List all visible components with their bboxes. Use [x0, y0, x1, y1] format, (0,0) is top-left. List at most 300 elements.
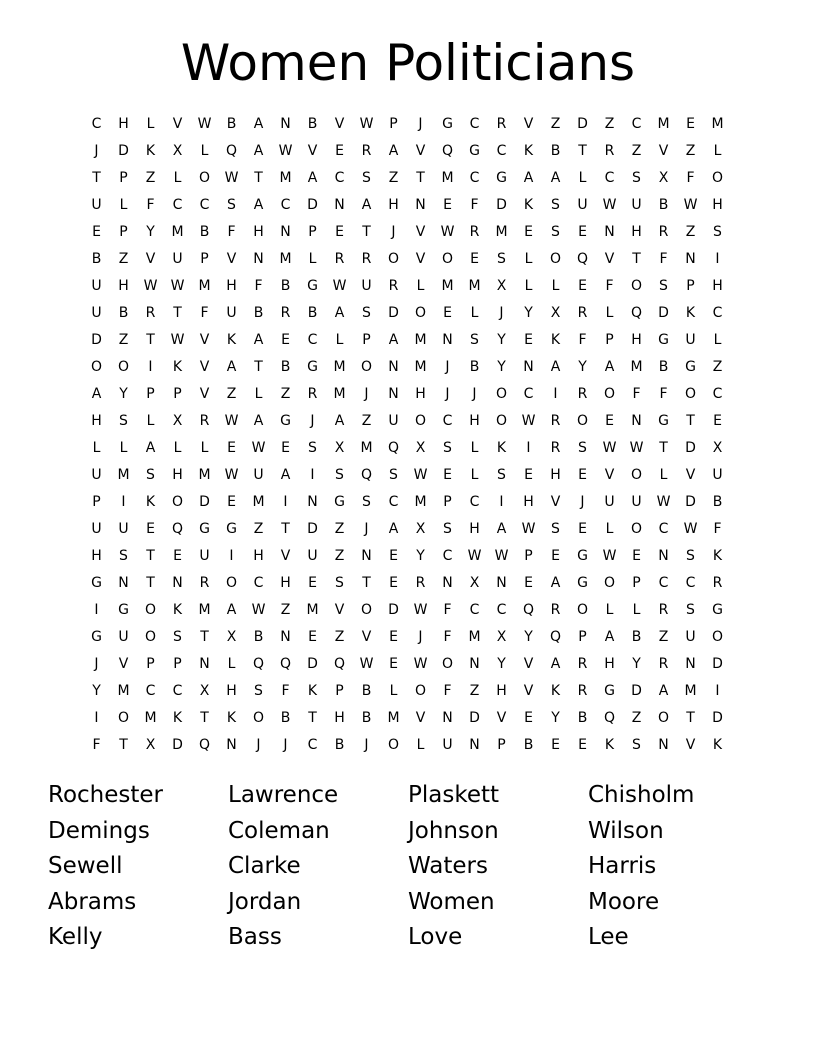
grid-cell: G [91, 575, 102, 591]
grid-cell: V [550, 494, 561, 510]
grid-cell: U [442, 737, 453, 753]
letter-grid [83, 111, 733, 759]
grid-cell: D [712, 710, 723, 726]
grid-cell: C [685, 575, 696, 591]
grid-cell: A [496, 521, 507, 537]
grid-cell: C [523, 386, 534, 402]
grid-cell: V [415, 251, 426, 267]
grid-cell: T [281, 521, 290, 537]
grid-cell: C [280, 197, 291, 213]
grid-cell: L [578, 170, 587, 186]
grid-cell: V [199, 359, 210, 375]
grid-cell: N [334, 197, 345, 213]
grid-cell: N [172, 575, 183, 591]
grid-cell: W [413, 656, 428, 672]
grid-cell: G [307, 278, 318, 294]
grid-cell: E [389, 629, 398, 645]
grid-cell: Z [361, 413, 372, 429]
grid-cell: S [254, 683, 263, 699]
grid-cell: H [280, 575, 291, 591]
grid-cell: X [172, 413, 183, 429]
grid-cell: G [712, 602, 723, 618]
grid-cell: N [118, 575, 129, 591]
grid-cell: S [470, 332, 479, 348]
grid-cell: B [226, 116, 237, 132]
grid-cell: E [686, 116, 695, 132]
grid-cell: F [632, 386, 641, 402]
grid-cell: O [711, 629, 724, 645]
grid-cell: C [469, 170, 480, 186]
grid-cell: L [254, 386, 263, 402]
grid-cell: V [280, 548, 291, 564]
grid-row [83, 354, 733, 381]
grid-cell: L [470, 440, 479, 456]
grid-cell: L [308, 251, 317, 267]
grid-cell: L [119, 440, 128, 456]
grid-cell: V [334, 116, 345, 132]
grid-cell: W [440, 224, 455, 240]
grid-cell: T [686, 413, 695, 429]
grid-row [83, 138, 733, 165]
grid-cell: E [227, 494, 236, 510]
grid-row [83, 678, 733, 705]
grid-cell: X [496, 278, 507, 294]
grid-cell: V [523, 683, 534, 699]
grid-cell: O [144, 602, 157, 618]
word-list-item: Harris [588, 853, 657, 879]
grid-cell: E [605, 413, 614, 429]
grid-cell: T [146, 575, 155, 591]
grid-cell: F [578, 332, 587, 348]
grid-cell: O [630, 467, 643, 483]
grid-cell: T [659, 440, 668, 456]
grid-cell: M [279, 251, 292, 267]
grid-cell: A [388, 332, 399, 348]
grid-cell: L [632, 602, 641, 618]
grid-cell: Z [631, 710, 642, 726]
grid-cell: R [577, 305, 588, 321]
grid-cell: X [550, 305, 561, 321]
grid-cell: M [117, 467, 130, 483]
grid-cell: F [92, 737, 101, 753]
grid-cell: L [470, 467, 479, 483]
grid-cell: M [495, 224, 508, 240]
grid-cell: H [415, 386, 426, 402]
grid-cell: D [199, 494, 210, 510]
grid-cell: D [388, 602, 399, 618]
grid-cell: V [226, 251, 237, 267]
grid-cell: L [119, 197, 128, 213]
grid-cell: J [364, 737, 369, 753]
grid-cell: N [280, 224, 291, 240]
grid-cell: E [524, 575, 533, 591]
grid-cell: C [172, 683, 183, 699]
grid-cell: M [441, 170, 454, 186]
grid-cell: E [578, 737, 587, 753]
grid-cell: G [604, 683, 615, 699]
grid-cell: G [334, 494, 345, 510]
grid-cell: L [524, 278, 533, 294]
grid-cell: L [605, 305, 614, 321]
grid-cell: Q [360, 467, 373, 483]
grid-cell: R [334, 251, 345, 267]
grid-cell: Y [524, 305, 533, 321]
grid-cell: E [551, 548, 560, 564]
grid-cell: G [307, 359, 318, 375]
grid-cell: M [414, 494, 427, 510]
grid-cell: I [553, 386, 558, 402]
grid-row [83, 543, 733, 570]
grid-row [83, 273, 733, 300]
grid-cell: I [148, 359, 153, 375]
grid-row [83, 165, 733, 192]
grid-cell: H [91, 548, 102, 564]
grid-cell: W [224, 413, 239, 429]
grid-cell: D [118, 143, 129, 159]
grid-cell: I [499, 494, 504, 510]
grid-cell: L [470, 305, 479, 321]
grid-cell: D [307, 197, 318, 213]
grid-cell: V [172, 116, 183, 132]
grid-cell: C [388, 494, 399, 510]
word-list-item: Kelly [48, 924, 103, 950]
grid-cell: K [145, 143, 156, 159]
grid-cell: L [713, 332, 722, 348]
grid-cell: Z [685, 143, 696, 159]
grid-cell: V [415, 224, 426, 240]
grid-cell: Q [225, 143, 238, 159]
grid-cell: A [280, 467, 291, 483]
grid-cell: Y [497, 332, 506, 348]
word-list-item: Chisholm [588, 782, 695, 808]
grid-cell: L [200, 440, 209, 456]
grid-cell: B [469, 359, 480, 375]
grid-cell: Q [171, 521, 184, 537]
grid-cell: E [578, 467, 587, 483]
grid-cell: O [576, 602, 589, 618]
grid-cell: R [577, 386, 588, 402]
grid-cell: P [173, 386, 182, 402]
grid-cell: C [334, 170, 345, 186]
grid-cell: T [254, 170, 263, 186]
grid-cell: T [119, 737, 128, 753]
grid-cell: L [92, 440, 101, 456]
grid-cell: M [414, 332, 427, 348]
grid-cell: N [658, 737, 669, 753]
grid-cell: B [280, 278, 291, 294]
grid-cell: R [280, 305, 291, 321]
grid-cell: A [658, 683, 669, 699]
grid-cell: S [497, 251, 506, 267]
grid-cell: R [307, 386, 318, 402]
grid-cell: S [389, 467, 398, 483]
grid-cell: P [578, 629, 587, 645]
grid-cell: U [631, 494, 642, 510]
grid-cell: T [146, 548, 155, 564]
grid-cell: K [226, 332, 237, 348]
grid-cell: I [526, 440, 531, 456]
grid-cell: M [117, 683, 130, 699]
grid-cell: N [469, 656, 480, 672]
grid-cell: W [683, 521, 698, 537]
grid-cell: V [415, 143, 426, 159]
grid-cell: P [146, 656, 155, 672]
grid-cell: Z [712, 359, 723, 375]
grid-cell: K [172, 359, 183, 375]
grid-cell: E [281, 440, 290, 456]
grid-cell: A [91, 386, 102, 402]
grid-cell: S [443, 440, 452, 456]
grid-cell: B [712, 494, 723, 510]
word-list-item: Love [408, 924, 463, 950]
grid-cell: A [307, 170, 318, 186]
word-list-item: Sewell [48, 853, 123, 879]
grid-cell: P [524, 548, 533, 564]
grid-cell: C [91, 116, 102, 132]
grid-cell: J [283, 737, 288, 753]
grid-cell: N [199, 656, 210, 672]
grid-cell: Z [226, 386, 237, 402]
grid-cell: E [335, 224, 344, 240]
grid-cell: V [685, 467, 696, 483]
grid-cell: O [90, 359, 103, 375]
grid-cell: P [605, 332, 614, 348]
grid-cell: S [119, 548, 128, 564]
grid-cell: T [146, 332, 155, 348]
grid-cell: V [604, 251, 615, 267]
grid-cell: D [658, 305, 669, 321]
grid-cell: G [577, 575, 588, 591]
grid-cell: M [441, 278, 454, 294]
grid-row [83, 192, 733, 219]
grid-cell: U [118, 629, 129, 645]
grid-cell: B [361, 710, 372, 726]
grid-cell: O [360, 602, 373, 618]
grid-cell: U [307, 548, 318, 564]
grid-cell: E [524, 710, 533, 726]
grid-cell: G [226, 521, 237, 537]
grid-cell: K [550, 683, 561, 699]
grid-cell: S [443, 521, 452, 537]
grid-cell: D [172, 737, 183, 753]
grid-cell: P [443, 494, 452, 510]
grid-row [83, 219, 733, 246]
grid-cell: S [308, 440, 317, 456]
grid-cell: A [550, 359, 561, 375]
grid-cell: W [359, 116, 374, 132]
grid-cell: K [550, 332, 561, 348]
grid-cell: A [550, 170, 561, 186]
grid-cell: S [632, 737, 641, 753]
grid-cell: S [686, 602, 695, 618]
grid-row [83, 300, 733, 327]
grid-cell: D [469, 710, 480, 726]
grid-cell: X [658, 170, 669, 186]
grid-cell: E [713, 413, 722, 429]
grid-cell: Q [279, 656, 292, 672]
grid-cell: I [715, 683, 720, 699]
grid-row [83, 597, 733, 624]
grid-cell: J [499, 305, 504, 321]
grid-cell: S [146, 467, 155, 483]
grid-cell: W [359, 656, 374, 672]
grid-row [83, 732, 733, 759]
grid-cell: Z [118, 332, 129, 348]
grid-cell: W [197, 116, 212, 132]
grid-cell: H [523, 494, 534, 510]
grid-cell: Q [387, 440, 400, 456]
grid-cell: B [280, 710, 291, 726]
grid-cell: B [199, 224, 210, 240]
grid-cell: R [550, 440, 561, 456]
grid-cell: N [280, 116, 291, 132]
grid-cell: V [118, 656, 129, 672]
grid-cell: U [361, 278, 372, 294]
grid-cell: C [307, 332, 318, 348]
grid-cell: W [602, 197, 617, 213]
grid-cell: V [523, 656, 534, 672]
grid-cell: W [521, 413, 536, 429]
grid-cell: O [225, 575, 238, 591]
grid-cell: W [332, 278, 347, 294]
grid-cell: O [549, 251, 562, 267]
grid-cell: Y [551, 710, 560, 726]
grid-cell: B [253, 629, 264, 645]
grid-cell: Z [334, 521, 345, 537]
grid-cell: G [442, 116, 453, 132]
grid-cell: G [280, 413, 291, 429]
grid-cell: S [632, 170, 641, 186]
grid-cell: H [550, 467, 561, 483]
grid-cell: L [416, 737, 425, 753]
grid-cell: K [172, 710, 183, 726]
grid-cell: Y [578, 359, 587, 375]
grid-cell: F [281, 683, 290, 699]
grid-cell: Z [469, 683, 480, 699]
grid-cell: X [469, 575, 480, 591]
grid-cell: N [388, 386, 399, 402]
grid-cell: A [253, 332, 264, 348]
grid-cell: G [118, 602, 129, 618]
grid-cell: O [198, 170, 211, 186]
grid-cell: A [253, 143, 264, 159]
grid-cell: U [226, 305, 237, 321]
grid-cell: U [91, 305, 102, 321]
grid-cell: O [603, 386, 616, 402]
grid-cell: F [659, 386, 668, 402]
grid-cell: T [92, 170, 101, 186]
grid-cell: F [470, 197, 479, 213]
grid-cell: J [94, 143, 99, 159]
grid-cell: L [335, 332, 344, 348]
grid-cell: E [443, 305, 452, 321]
grid-cell: A [226, 602, 237, 618]
grid-row [83, 516, 733, 543]
grid-cell: E [578, 224, 587, 240]
grid-cell: O [171, 494, 184, 510]
grid-cell: C [712, 305, 723, 321]
grid-cell: Y [632, 656, 641, 672]
grid-cell: J [418, 116, 423, 132]
grid-cell: R [496, 116, 507, 132]
grid-cell: H [91, 413, 102, 429]
grid-cell: C [604, 170, 615, 186]
grid-cell: M [657, 116, 670, 132]
grid-cell: L [551, 278, 560, 294]
grid-cell: D [685, 440, 696, 456]
grid-cell: M [630, 359, 643, 375]
grid-cell: T [362, 224, 371, 240]
grid-cell: W [467, 548, 482, 564]
grid-cell: K [685, 305, 696, 321]
grid-cell: O [252, 710, 265, 726]
grid-cell: N [685, 251, 696, 267]
grid-cell: O [603, 575, 616, 591]
grid-cell: C [658, 521, 669, 537]
grid-cell: Q [576, 251, 589, 267]
grid-cell: M [198, 278, 211, 294]
grid-cell: N [442, 332, 453, 348]
word-list-item: Demings [48, 817, 150, 844]
grid-cell: M [144, 710, 157, 726]
grid-cell: N [631, 413, 642, 429]
grid-cell: B [307, 116, 318, 132]
grid-cell: E [524, 224, 533, 240]
grid-cell: E [227, 440, 236, 456]
grid-cell: P [92, 494, 101, 510]
grid-cell: Y [416, 548, 425, 564]
grid-cell: A [334, 413, 345, 429]
grid-cell: O [360, 359, 373, 375]
grid-cell: D [91, 332, 102, 348]
grid-cell: C [145, 683, 156, 699]
grid-cell: C [658, 575, 669, 591]
grid-cell: N [226, 737, 237, 753]
grid-row [83, 111, 733, 138]
grid-cell: Y [146, 224, 155, 240]
grid-cell: Z [685, 224, 696, 240]
grid-cell: A [145, 440, 156, 456]
grid-cell: R [388, 278, 399, 294]
grid-cell: U [91, 467, 102, 483]
grid-cell: U [91, 521, 102, 537]
grid-cell: N [361, 548, 372, 564]
grid-cell: R [712, 575, 723, 591]
grid-cell: K [145, 494, 156, 510]
grid-cell: M [468, 278, 481, 294]
grid-cell: R [415, 575, 426, 591]
grid-cell: S [686, 548, 695, 564]
grid-cell: O [630, 278, 643, 294]
grid-cell: O [144, 629, 157, 645]
grid-cell: T [686, 710, 695, 726]
grid-cell: R [604, 143, 615, 159]
word-list [48, 778, 788, 956]
grid-cell: O [387, 251, 400, 267]
grid-cell: H [226, 278, 237, 294]
grid-cell: X [226, 629, 237, 645]
grid-cell: U [91, 197, 102, 213]
grid-cell: P [335, 683, 344, 699]
grid-cell: T [254, 359, 263, 375]
grid-cell: S [659, 278, 668, 294]
grid-cell: U [172, 251, 183, 267]
grid-cell: G [685, 359, 696, 375]
grid-cell: X [415, 440, 426, 456]
word-list-item: Wilson [588, 817, 664, 844]
grid-cell: X [712, 440, 723, 456]
grid-cell: B [118, 305, 129, 321]
